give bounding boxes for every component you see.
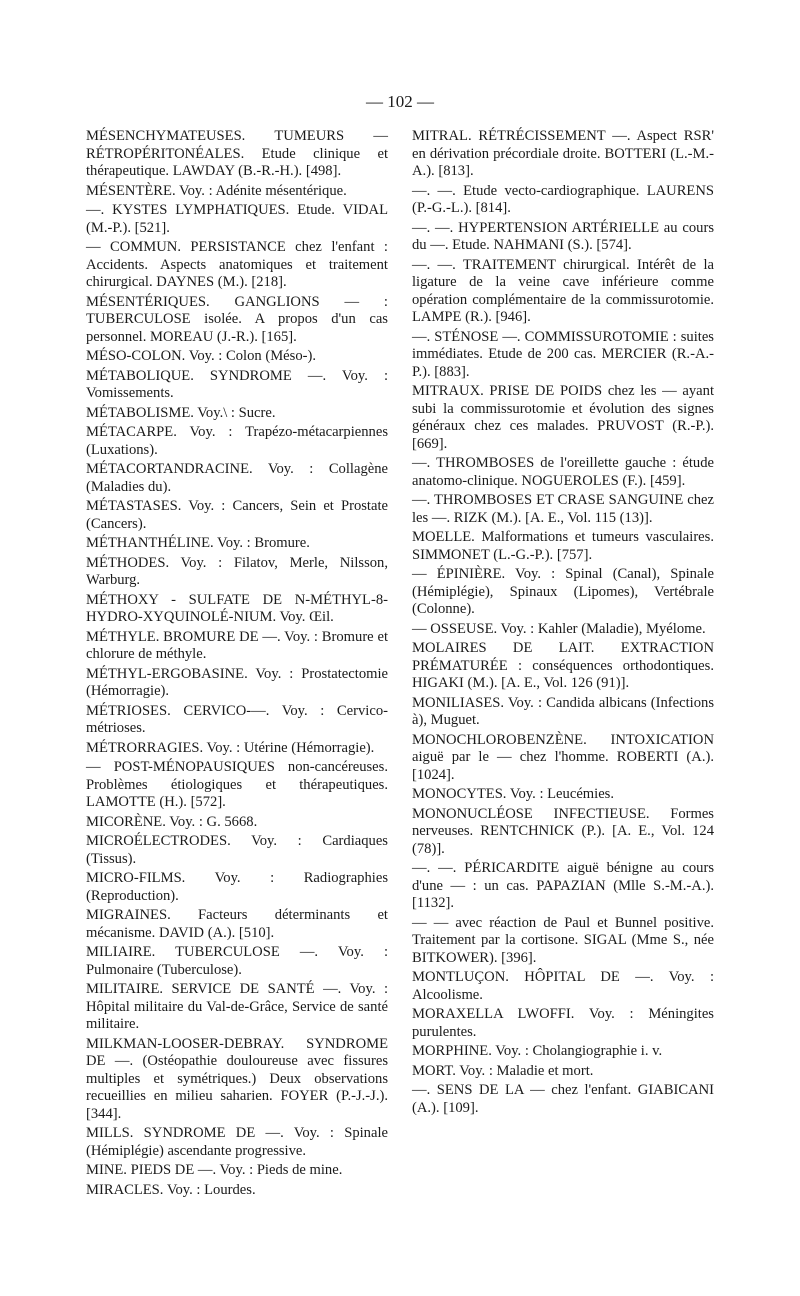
- index-entry: MÉTABOLISME. Voy.\ : Sucre.: [86, 404, 276, 421]
- index-entry: MITRAUX. PRISE DE POIDS chez les — ayant subi la commissurotomie et évolution des signes généraux chez ces malades. PRUVOST (R.-P.). [669].: [412, 383, 714, 452]
- index-entry: MÉTASTASES. Voy. : Cancers, Sein et Prostate (Cancers).: [86, 498, 388, 532]
- index-entry: —. KYSTES LYMPHATIQUES. Etude. VIDAL (M.-P.). [521].: [86, 202, 388, 236]
- index-entry: — ÉPINIÈRE. Voy. : Spinal (Canal), Spinale (Hémiplégie), Spinaux (Lipomes), Vertébrale (Colonne).: [412, 566, 714, 617]
- index-entry: MILKMAN-LOOSER-DEBRAY. SYNDROME DE —. (Ostéopathie douloureuse avec fissures multiples et symétriques.) Deux observations recueillies en milieu saharien. FOYER (P.-J.-J.). [344].: [86, 1035, 388, 1122]
- index-entry: MÉTHODES. Voy. : Filatov, Merle, Nilsson, Warburg.: [86, 554, 388, 588]
- index-entry: MORPHINE. Voy. : Cholangiographie i. v.: [412, 1043, 663, 1059]
- index-entry: —. THROMBOSES de l'oreillette gauche : étude anatomo-clinique. NOGUEROLES (F.). [459].: [412, 455, 714, 489]
- index-entry: MITRAL. RÉTRÉCISSEMENT —. Aspect RSR' en dérivation précordiale droite. BOTTERI (L.-M.-A.). [813].: [412, 128, 714, 179]
- index-entry: MÉTRORRAGIES. Voy. : Utérine (Hémorragie).: [86, 739, 375, 756]
- index-entry: MÉTHYLE. BROMURE DE —. Voy. : Bromure et chlorure de méthyle.: [86, 628, 388, 662]
- index-entry: MÉTABOLIQUE. SYNDROME —. Voy. : Vomissements.: [86, 367, 388, 401]
- index-entry: MÉTHOXY - SULFATE DE N-MÉTHYL-8-HYDRO-XYQUINOLÉ-NIUM. Voy. Œil.: [86, 591, 388, 625]
- index-entry: MONOCHLOROBENZÈNE. INTOXICATION aiguë par le — chez l'homme. ROBERTI (A.). [1024].: [412, 731, 714, 783]
- index-entry: MÉTACORTANDRACINE. Voy. : Collagène (Maladies du).: [86, 461, 388, 495]
- index-entry: MÉTRIOSES. CERVICO-—. Voy. : Cervico-métrioses.: [86, 702, 388, 736]
- index-entry: MIRACLES. Voy. : Lourdes.: [86, 1181, 256, 1198]
- right-column: [412, 128, 714, 1119]
- index-entry: MONILIASES. Voy. : Candida albicans (Infections à), Muguet.: [412, 694, 714, 728]
- index-entry: MONONUCLÉOSE INFECTIEUSE. Formes nerveuses. RENTCHNICK (P.). [A. E., Vol. 124 (78)].: [412, 805, 714, 857]
- index-entry: MOELLE. Malformations et tumeurs vasculaires. SIMMONET (L.-G.-P.). [757].: [412, 529, 714, 563]
- index-entry: — COMMUN. PERSISTANCE chez l'enfant : Accidents. Aspects anatomiques et traitement chirurgical. DAYNES (M.). [218].: [86, 239, 388, 290]
- index-entry: MORAXELLA LWOFFI. Voy. : Méningites purulentes.: [412, 1006, 714, 1040]
- index-entry: MICROÉLECTRODES. Voy. : Cardiaques (Tissus).: [86, 833, 388, 867]
- index-entry: MÉSENTÈRE. Voy. : Adénite mésentérique.: [86, 182, 347, 199]
- index-entry: MILITAIRE. SERVICE DE SANTÉ —. Voy. : Hôpital militaire du Val-de-Grâce, Service de santé militaire.: [86, 981, 388, 1032]
- index-entry: MÉTHYL-ERGOBASINE. Voy. : Prostatectomie (Hémorragie).: [86, 665, 388, 699]
- index-entry: — OSSEUSE. Voy. : Kahler (Maladie), Myélome.: [412, 620, 706, 637]
- index-entry: — — avec réaction de Paul et Bunnel positive. Traitement par la cortisone. SIGAL (Mme S., née BITKOWER). [396].: [412, 914, 714, 966]
- index-entry: MILLS. SYNDROME DE —. Voy. : Spinale (Hémiplégie) ascendante progressive.: [86, 1125, 388, 1159]
- page-number: — 102 —: [366, 92, 434, 111]
- index-entry: MÉTHANTHÉLINE. Voy. : Bromure.: [86, 535, 310, 551]
- index-entry: MICRO-FILMS. Voy. : Radiographies (Reproduction).: [86, 870, 388, 904]
- index-entry: MICORÈNE. Voy. : G. 5668.: [86, 813, 258, 830]
- index-entry: MORT. Voy. : Maladie et mort.: [412, 1062, 594, 1079]
- left-column: [86, 128, 388, 1201]
- index-entry: —. —. HYPERTENSION ARTÉRIELLE au cours du —. Etude. NAHMANI (S.). [574].: [412, 219, 714, 253]
- index-entry: MÉSO-COLON. Voy. : Colon (Méso-).: [86, 348, 316, 364]
- index-entry: MÉSENCHYMATEUSES. TUMEURS — RÉTROPÉRITONÉALES. Etude clinique et thérapeutique. LAWDAY (B.-R.-H.). [498].: [86, 128, 388, 179]
- index-entry: MONOCYTES. Voy. : Leucémies.: [412, 786, 615, 802]
- index-entry: —. —. PÉRICARDITE aiguë bénigne au cours d'une — : un cas. PAPAZIAN (Mlle S.-M.-A.). [1132].: [412, 860, 714, 911]
- index-entry: MONTLUÇON. HÔPITAL DE —. Voy. : Alcoolisme.: [412, 969, 714, 1003]
- index-entry: —. —. Etude vecto-cardiographique. LAURENS (P.-G.-L.). [814].: [412, 182, 714, 216]
- index-entry: MÉSENTÉRIQUES. GANGLIONS — : TUBERCULOSE isolée. A propos d'un cas personnel. MOREAU (J.-R.). [165].: [86, 293, 388, 345]
- index-entry: MINE. PIEDS DE —. Voy. : Pieds de mine.: [86, 1162, 343, 1178]
- index-entry: —. SENS DE LA — chez l'enfant. GIABICANI (A.). [109].: [412, 1082, 714, 1116]
- index-entry: MÉTACARPE. Voy. : Trapézo-métacarpiennes (Luxations).: [86, 424, 388, 458]
- index-entry: —. STÉNOSE —. COMMISSUROTOMIE : suites immédiates. Etude de 200 cas. MERCIER (R.-A.-P.). [883].: [412, 328, 714, 380]
- index-entry: MILIAIRE. TUBERCULOSE —. Voy. : Pulmonaire (Tuberculose).: [86, 944, 388, 978]
- index-entry: MOLAIRES DE LAIT. EXTRACTION PRÉMATURÉE : conséquences orthodontiques. HIGAKI (M.). [A. E., Vol. 126 (91)].: [412, 640, 714, 691]
- index-entry: —. —. TRAITEMENT chirurgical. Intérêt de la ligature de la veine cave inférieure comme opération complémentaire de la commissurotomie. LAMPE (R.). [946].: [412, 256, 714, 325]
- index-entry: —. THROMBOSES ET CRASE SANGUINE chez les —. RIZK (M.). [A. E., Vol. 115 (13)].: [412, 492, 714, 526]
- index-entry: MIGRAINES. Facteurs déterminants et mécanisme. DAVID (A.). [510].: [86, 907, 388, 941]
- index-entry: — POST-MÉNOPAUSIQUES non-cancéreuses. Problèmes étiologiques et thérapeutiques. LAMOTTE (H.). [572].: [86, 759, 388, 810]
